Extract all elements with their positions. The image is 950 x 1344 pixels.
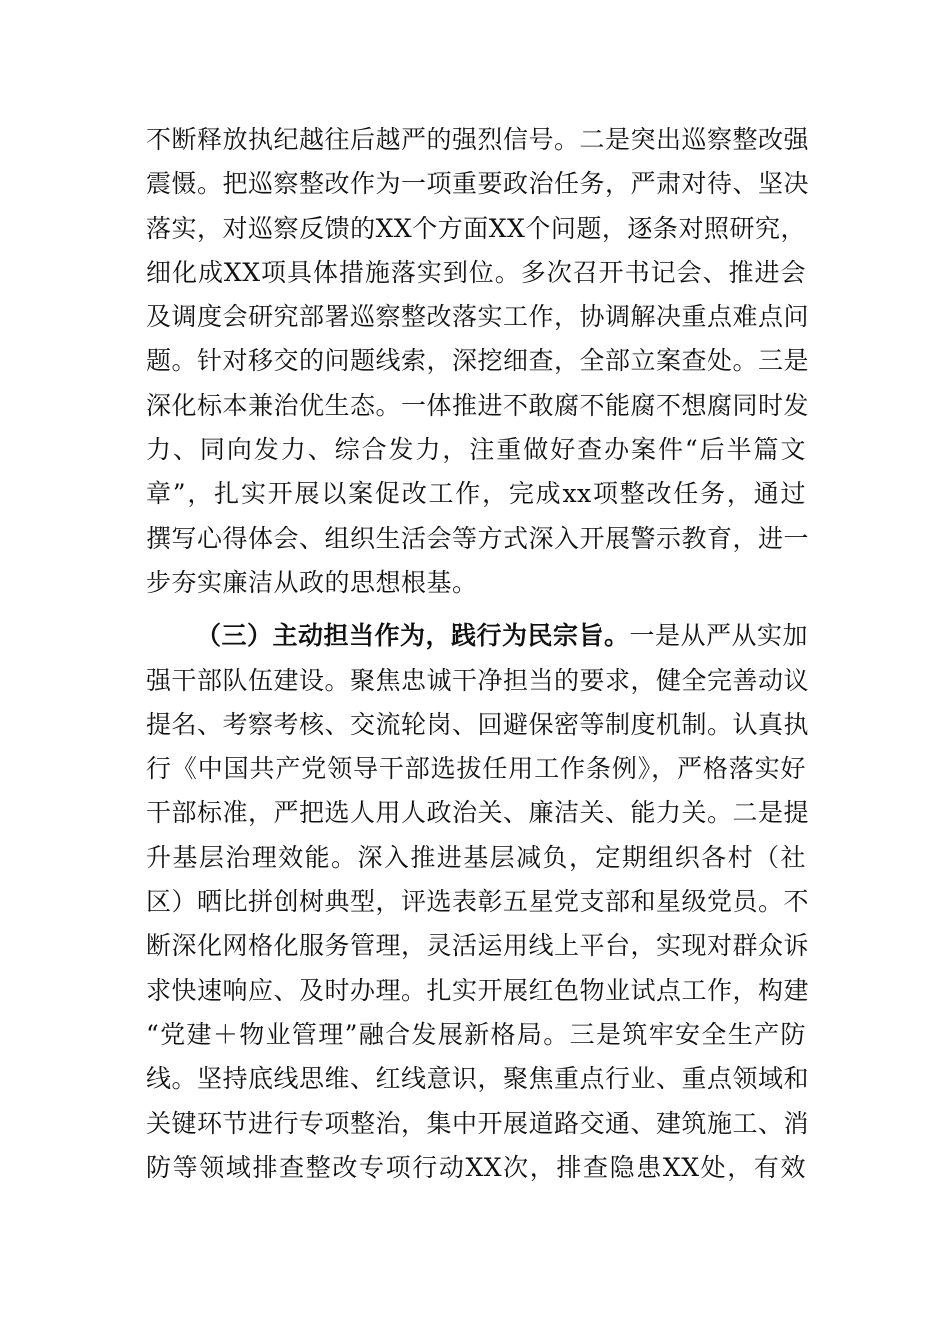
first-line-text: 一是从严从实加 [629, 621, 809, 651]
text-line: 提名、考察考核、交流轮岗、回避保密等制度机制。认真执 [146, 709, 810, 739]
text-line: 章”，扎实开展以案促改工作，完成xx项整改任务，通过 [146, 479, 806, 509]
text-line: 关键环节进行专项整治，集中开展道路交通、建筑施工、消 [146, 1108, 810, 1138]
section-heading: （三）主动担当作为，践行为民宗旨。 [196, 621, 630, 651]
text-line: 深化标本兼治优生态。一体推进不敢腐不能腐不想腐同时发 [146, 390, 810, 420]
text-line: 升基层治理效能。深入推进基层减负，定期组织各村（社 [146, 842, 806, 872]
paragraph-1 [146, 118, 810, 605]
text-line: 震慑。把巡察整改作为一项重要政治任务，严肃对待、坚决 [146, 169, 810, 199]
text-line: “党建＋物业管理”融合发展新格局。三是筑牢安全生产防 [146, 1019, 806, 1049]
text-line: 撰写心得体会、组织生活会等方式深入开展警示教育，进一 [146, 523, 810, 553]
text-line: 防等领域排查整改专项行动XX次，排查隐患XX处，有效 [146, 1152, 806, 1182]
text-line: 强干部队伍建设。聚焦忠诚干净担当的要求，健全完善动议 [146, 665, 810, 695]
paragraph-2 [146, 614, 810, 1190]
text-line: 步夯实廉洁从政的思想根基。 [146, 567, 478, 597]
text-line: 落实，对巡察反馈的XX个方面XX个问题，逐条对照研究， [146, 213, 806, 243]
text-line: 行《中国共产党领导干部选拔任用工作条例》，严格落实好 [146, 754, 806, 784]
text-line: 区）晒比拼创树典型，评选表彰五星党支部和星级党员。不 [146, 887, 810, 917]
body-text [146, 118, 810, 1190]
text-line: 干部标准，严把选人用人政治关、廉洁关、能力关。二是提 [146, 798, 810, 828]
paragraph-gap [146, 605, 806, 614]
first-line [146, 614, 809, 658]
text-line: 力、同向发力、综合发力，注重做好查办案件“后半篇文 [146, 435, 806, 465]
text-line: 断深化网格化服务管理，灵活运用线上平台，实现对群众诉 [146, 931, 810, 961]
text-line: 及调度会研究部署巡察整改落实工作，协调解决重点难点问 [146, 302, 810, 332]
text-line: 不断释放执纪越往后越严的强烈信号。二是突出巡察整改强 [146, 125, 810, 154]
text-line: 求快速响应、及时办理。扎实开展红色物业试点工作，构建 [146, 975, 810, 1005]
text-line: 细化成XX项具体措施落实到位。多次召开书记会、推进会 [146, 257, 806, 287]
text-line: 线。坚持底线思维、红线意识，聚焦重点行业、重点领域和 [146, 1064, 810, 1094]
text-line: 题。针对移交的问题线索，深挖细查，全部立案查处。三是 [146, 346, 810, 376]
